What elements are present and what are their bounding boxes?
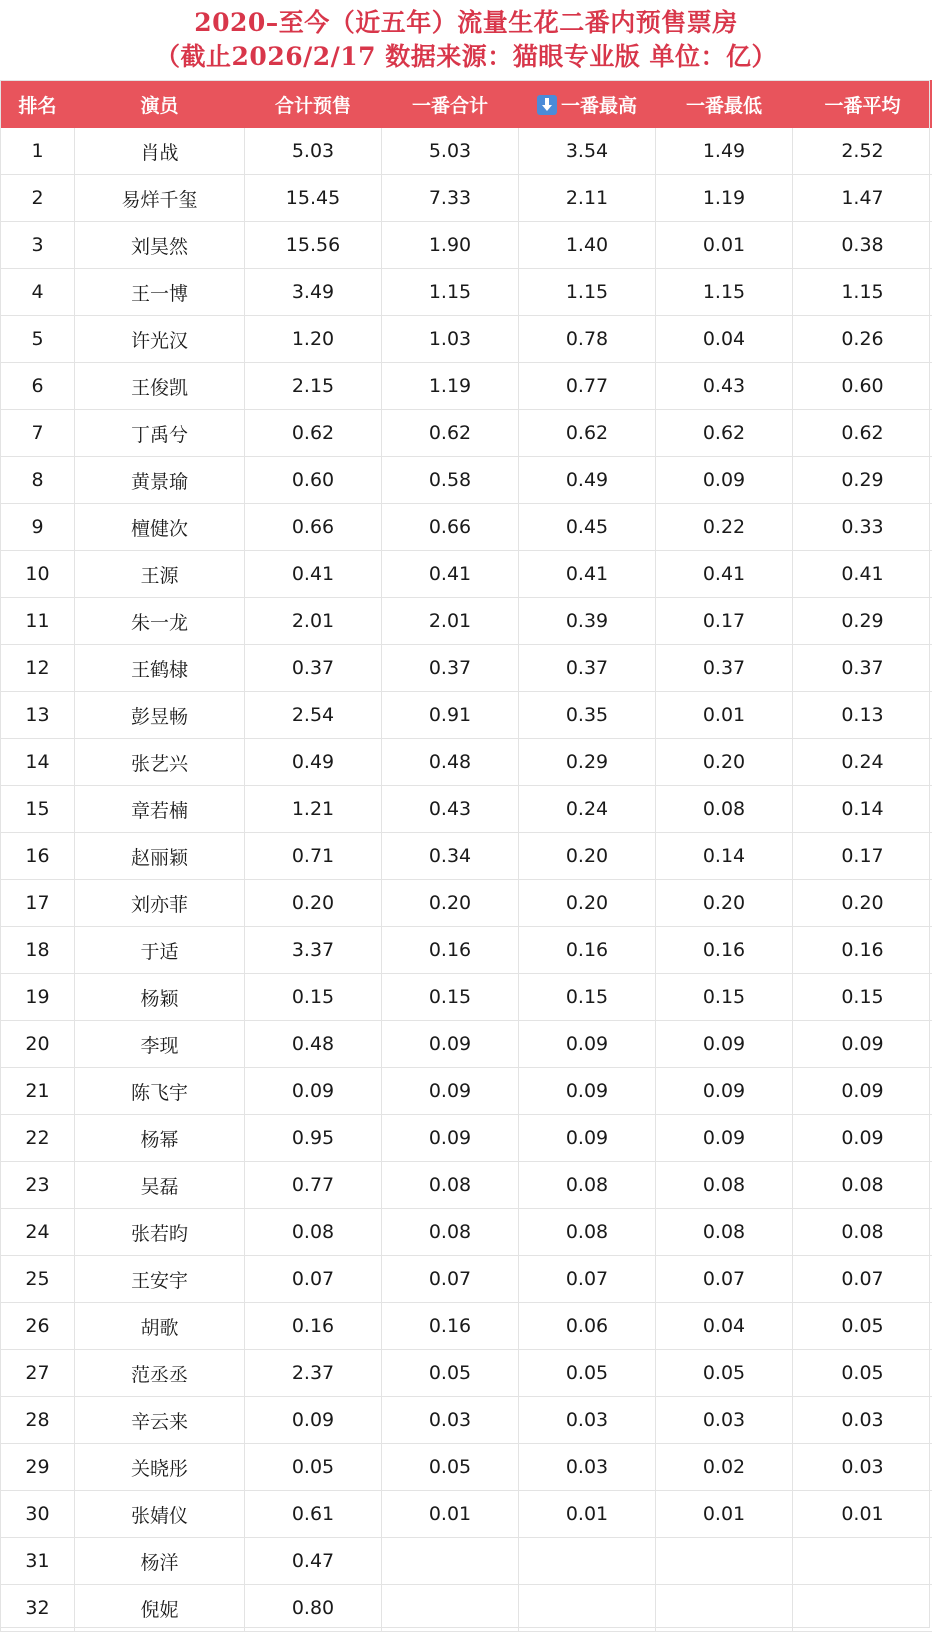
cell-rank: 20 [1,1021,75,1068]
header-label: 一番平均 [824,95,900,117]
cell-rank: 16 [1,833,75,880]
cell-total-presale: 0.66 [245,504,382,551]
cell-lead-max [519,1585,656,1632]
table-row [1,598,932,645]
table-row [1,833,932,880]
table-row [1,1021,932,1068]
cell-actor: 刘昊然 [75,222,245,269]
table-row [1,175,932,222]
table-body [1,128,932,1632]
cell-lead-min: 1.49 [656,128,793,175]
cell-lead-total: 0.20 [382,880,519,927]
cell-actor: 丁禹兮 [75,410,245,457]
cell-rank: 24 [1,1209,75,1256]
cell-lead-avg: 0.16 [793,927,932,974]
table-row [1,504,932,551]
cell-actor: 陈飞宇 [75,1068,245,1115]
chart-title: 2020–至今（近五年）流量生花二番内预售票房 [194,6,738,40]
cell-lead-min: 0.05 [656,1350,793,1397]
cell-rank: 11 [1,598,75,645]
cell-total-presale: 0.16 [245,1303,382,1350]
cell-actor: 倪妮 [75,1585,245,1632]
cell-lead-min: 0.01 [656,1491,793,1538]
cell-lead-min: 0.08 [656,1209,793,1256]
cell-lead-max: 3.54 [519,128,656,175]
cell-lead-total: 5.03 [382,128,519,175]
cell-lead-avg: 0.08 [793,1162,932,1209]
cell-rank: 19 [1,974,75,1021]
table-row [1,1585,932,1632]
cell-actor: 杨洋 [75,1538,245,1585]
cell-total-presale: 0.47 [245,1538,382,1585]
cell-actor: 许光汉 [75,316,245,363]
cell-lead-avg: 0.09 [793,1068,932,1115]
cell-lead-min [656,1538,793,1585]
cell-lead-min: 0.03 [656,1397,793,1444]
cell-lead-avg: 0.29 [793,457,932,504]
cell-lead-min: 0.02 [656,1444,793,1491]
cell-lead-total: 0.01 [382,1491,519,1538]
cell-lead-min: 1.19 [656,175,793,222]
title-block [0,0,932,80]
cell-lead-avg: 0.17 [793,833,932,880]
cell-actor: 吴磊 [75,1162,245,1209]
cell-lead-total: 1.19 [382,363,519,410]
cell-lead-avg: 0.38 [793,222,932,269]
cell-lead-min: 0.08 [656,1162,793,1209]
cell-total-presale: 3.37 [245,927,382,974]
header-label: 一番合计 [412,95,488,117]
cell-lead-max: 0.09 [519,1068,656,1115]
cell-rank: 7 [1,410,75,457]
cell-lead-max: 1.40 [519,222,656,269]
header-actor [75,81,245,128]
cell-lead-min: 0.04 [656,1303,793,1350]
header-label: 排名 [18,95,56,117]
cell-lead-max: 0.20 [519,833,656,880]
cell-total-presale: 0.37 [245,645,382,692]
header-label: 一番最低 [686,95,762,117]
cell-lead-max: 0.78 [519,316,656,363]
cell-lead-min: 0.15 [656,974,793,1021]
header-label: 一番最高 [561,95,637,117]
cell-lead-avg: 0.33 [793,504,932,551]
table-row [1,786,932,833]
cell-lead-total: 0.05 [382,1444,519,1491]
cell-lead-min: 0.43 [656,363,793,410]
cell-lead-avg [793,1538,932,1585]
cell-lead-min: 0.41 [656,551,793,598]
cell-actor: 王俊凯 [75,363,245,410]
cell-actor: 朱一龙 [75,598,245,645]
cell-lead-min: 0.08 [656,786,793,833]
cell-rank: 10 [1,551,75,598]
cell-lead-min: 0.09 [656,1115,793,1162]
cell-total-presale: 0.09 [245,1397,382,1444]
cell-rank: 1 [1,128,75,175]
cell-lead-total: 0.09 [382,1115,519,1162]
table-row [1,457,932,504]
cell-rank: 26 [1,1303,75,1350]
cell-total-presale: 0.80 [245,1585,382,1632]
chart-subtitle: （截止2026/2/17 数据来源：猫眼专业版 单位：亿） [155,40,777,74]
cell-lead-avg: 0.05 [793,1303,932,1350]
cell-lead-avg: 0.24 [793,739,932,786]
table-row [1,1209,932,1256]
table-row [1,927,932,974]
cell-lead-total: 0.08 [382,1209,519,1256]
cell-actor: 辛云来 [75,1397,245,1444]
cell-lead-max: 0.39 [519,598,656,645]
cell-lead-min: 0.20 [656,739,793,786]
header-lead-total [382,81,519,128]
cell-lead-total: 0.09 [382,1021,519,1068]
header-lead-avg [793,81,932,128]
cell-lead-min: 0.22 [656,504,793,551]
header-label: 合计预售 [275,95,351,117]
cell-lead-max: 0.49 [519,457,656,504]
cell-actor: 关晓彤 [75,1444,245,1491]
table-row [1,1350,932,1397]
cell-rank: 4 [1,269,75,316]
cell-actor: 杨颖 [75,974,245,1021]
cell-total-presale: 0.62 [245,410,382,457]
cell-total-presale: 0.08 [245,1209,382,1256]
table-row [1,1256,932,1303]
cell-rank: 14 [1,739,75,786]
cell-total-presale: 0.48 [245,1021,382,1068]
cell-rank: 23 [1,1162,75,1209]
cell-lead-avg: 0.60 [793,363,932,410]
cell-lead-avg: 0.07 [793,1256,932,1303]
cell-lead-max: 0.41 [519,551,656,598]
cell-actor: 易烊千玺 [75,175,245,222]
cell-total-presale: 15.45 [245,175,382,222]
cell-lead-min: 0.17 [656,598,793,645]
cell-lead-min: 0.01 [656,692,793,739]
cell-actor: 肖战 [75,128,245,175]
cell-lead-max: 0.03 [519,1397,656,1444]
table-row [1,1538,932,1585]
cell-total-presale: 0.95 [245,1115,382,1162]
cell-lead-min: 0.09 [656,1021,793,1068]
cell-lead-avg: 0.14 [793,786,932,833]
cell-rank: 2 [1,175,75,222]
cell-lead-avg: 0.03 [793,1444,932,1491]
cell-total-presale: 0.41 [245,551,382,598]
cell-lead-max: 0.08 [519,1162,656,1209]
header-rank [1,81,75,128]
cell-actor: 王源 [75,551,245,598]
cell-rank: 25 [1,1256,75,1303]
cell-lead-max: 0.20 [519,880,656,927]
cell-lead-max: 0.16 [519,927,656,974]
cell-lead-total: 7.33 [382,175,519,222]
cell-actor: 彭昱畅 [75,692,245,739]
cell-total-presale: 5.03 [245,128,382,175]
cell-lead-max: 0.09 [519,1115,656,1162]
cell-total-presale: 0.20 [245,880,382,927]
cell-actor: 章若楠 [75,786,245,833]
table-row [1,645,932,692]
cell-actor: 胡歌 [75,1303,245,1350]
cell-lead-total: 0.09 [382,1068,519,1115]
cell-total-presale: 0.05 [245,1444,382,1491]
table-row [1,222,932,269]
cell-total-presale: 0.09 [245,1068,382,1115]
cell-lead-total: 0.66 [382,504,519,551]
cell-lead-min: 0.04 [656,316,793,363]
cell-lead-max: 0.03 [519,1444,656,1491]
cell-lead-total: 0.34 [382,833,519,880]
cell-lead-max: 1.15 [519,269,656,316]
cell-total-presale: 0.77 [245,1162,382,1209]
cell-total-presale: 0.71 [245,833,382,880]
cell-lead-max: 2.11 [519,175,656,222]
cell-lead-min [656,1585,793,1632]
cell-lead-max: 0.06 [519,1303,656,1350]
cell-lead-total: 1.03 [382,316,519,363]
table-row [1,739,932,786]
cell-lead-min: 0.37 [656,645,793,692]
cell-total-presale: 3.49 [245,269,382,316]
header-row [1,81,932,128]
cell-lead-min: 0.01 [656,222,793,269]
cell-rank: 9 [1,504,75,551]
cell-rank: 32 [1,1585,75,1632]
cell-lead-min: 0.09 [656,1068,793,1115]
table-row [1,1444,932,1491]
table-row [1,1303,932,1350]
cell-rank: 5 [1,316,75,363]
table-row [1,692,932,739]
cell-actor: 王一博 [75,269,245,316]
table-row [1,974,932,1021]
cell-total-presale: 2.37 [245,1350,382,1397]
header-label: 演员 [140,95,178,117]
cell-actor: 檀健次 [75,504,245,551]
cell-lead-max: 0.77 [519,363,656,410]
cell-lead-avg: 0.01 [793,1491,932,1538]
table-row [1,551,932,598]
cell-lead-avg: 0.09 [793,1021,932,1068]
cell-total-presale: 1.21 [245,786,382,833]
cell-rank: 22 [1,1115,75,1162]
table-row [1,1397,932,1444]
cell-lead-min: 0.07 [656,1256,793,1303]
cell-total-presale: 0.15 [245,974,382,1021]
cell-total-presale: 0.60 [245,457,382,504]
cell-lead-total: 2.01 [382,598,519,645]
cell-lead-avg: 0.26 [793,316,932,363]
cell-lead-min: 0.62 [656,410,793,457]
table-row [1,363,932,410]
cell-lead-avg: 0.13 [793,692,932,739]
cell-lead-total: 0.43 [382,786,519,833]
cell-total-presale: 1.20 [245,316,382,363]
cell-rank: 3 [1,222,75,269]
cell-lead-avg: 0.20 [793,880,932,927]
cell-rank: 21 [1,1068,75,1115]
cell-lead-avg: 1.47 [793,175,932,222]
header-lead-min [656,81,793,128]
cell-rank: 17 [1,880,75,927]
cell-actor: 赵丽颖 [75,833,245,880]
cell-actor: 黄景瑜 [75,457,245,504]
table-row [1,269,932,316]
cell-lead-total: 0.37 [382,645,519,692]
cell-lead-max: 0.08 [519,1209,656,1256]
cell-total-presale: 2.01 [245,598,382,645]
cell-rank: 31 [1,1538,75,1585]
cell-lead-avg: 1.15 [793,269,932,316]
cell-total-presale: 15.56 [245,222,382,269]
cell-actor: 杨幂 [75,1115,245,1162]
cell-lead-total: 0.08 [382,1162,519,1209]
cell-rank: 27 [1,1350,75,1397]
cell-lead-avg: 0.03 [793,1397,932,1444]
cell-rank: 13 [1,692,75,739]
cell-lead-min: 1.15 [656,269,793,316]
cell-actor: 于适 [75,927,245,974]
cell-lead-total: 1.90 [382,222,519,269]
cell-actor: 张婧仪 [75,1491,245,1538]
cell-lead-total [382,1538,519,1585]
cell-total-presale: 2.15 [245,363,382,410]
cell-actor: 王鹤棣 [75,645,245,692]
cell-total-presale: 0.61 [245,1491,382,1538]
cell-actor: 刘亦菲 [75,880,245,927]
cell-lead-avg: 0.05 [793,1350,932,1397]
table-row [1,128,932,175]
cell-rank: 8 [1,457,75,504]
cell-rank: 29 [1,1444,75,1491]
table-row [1,1162,932,1209]
cell-rank: 30 [1,1491,75,1538]
cell-lead-avg: 0.41 [793,551,932,598]
cell-lead-max [519,1538,656,1585]
cell-lead-avg: 0.09 [793,1115,932,1162]
cell-lead-total: 0.16 [382,927,519,974]
table-row [1,880,932,927]
cell-rank: 15 [1,786,75,833]
cell-lead-total [382,1585,519,1632]
header-lead-max[interactable] [519,81,656,128]
cell-lead-max: 0.45 [519,504,656,551]
cell-lead-min: 0.14 [656,833,793,880]
cell-lead-avg: 0.29 [793,598,932,645]
cell-lead-total: 0.07 [382,1256,519,1303]
table-row [1,1491,932,1538]
cell-actor: 张艺兴 [75,739,245,786]
table-row [1,316,932,363]
cell-lead-max: 0.07 [519,1256,656,1303]
cell-lead-max: 0.24 [519,786,656,833]
cell-lead-max: 0.29 [519,739,656,786]
cell-lead-max: 0.62 [519,410,656,457]
cell-lead-total: 0.48 [382,739,519,786]
cell-lead-total: 0.16 [382,1303,519,1350]
cell-lead-max: 0.01 [519,1491,656,1538]
table-row [1,1115,932,1162]
cell-lead-min: 0.16 [656,927,793,974]
cell-lead-min: 0.09 [656,457,793,504]
cell-lead-max: 0.15 [519,974,656,1021]
cell-total-presale: 0.49 [245,739,382,786]
cell-rank: 6 [1,363,75,410]
box-office-table [0,80,932,1632]
cell-lead-total: 0.15 [382,974,519,1021]
cell-lead-avg: 0.37 [793,645,932,692]
cell-lead-total: 0.41 [382,551,519,598]
cell-lead-total: 0.62 [382,410,519,457]
cell-lead-avg: 0.08 [793,1209,932,1256]
cell-lead-max: 0.05 [519,1350,656,1397]
cell-actor: 李现 [75,1021,245,1068]
cell-lead-total: 1.15 [382,269,519,316]
cell-rank: 18 [1,927,75,974]
table-row [1,1068,932,1115]
cell-lead-avg: 0.62 [793,410,932,457]
cell-lead-max: 0.35 [519,692,656,739]
cell-actor: 王安宇 [75,1256,245,1303]
cell-lead-total: 0.58 [382,457,519,504]
cell-lead-max: 0.37 [519,645,656,692]
cell-lead-total: 0.05 [382,1350,519,1397]
cell-lead-total: 0.91 [382,692,519,739]
cell-lead-avg: 2.52 [793,128,932,175]
cell-total-presale: 2.54 [245,692,382,739]
cell-actor: 张若昀 [75,1209,245,1256]
cell-rank: 12 [1,645,75,692]
cell-lead-total: 0.03 [382,1397,519,1444]
cell-lead-avg: 0.15 [793,974,932,1021]
header-total-presale [245,81,382,128]
cell-lead-max: 0.09 [519,1021,656,1068]
cell-rank: 28 [1,1397,75,1444]
cell-total-presale: 0.07 [245,1256,382,1303]
table-row [1,410,932,457]
cell-actor: 范丞丞 [75,1350,245,1397]
cell-lead-avg [793,1585,932,1632]
sort-down-arrow-icon [537,95,557,115]
cell-lead-min: 0.20 [656,880,793,927]
